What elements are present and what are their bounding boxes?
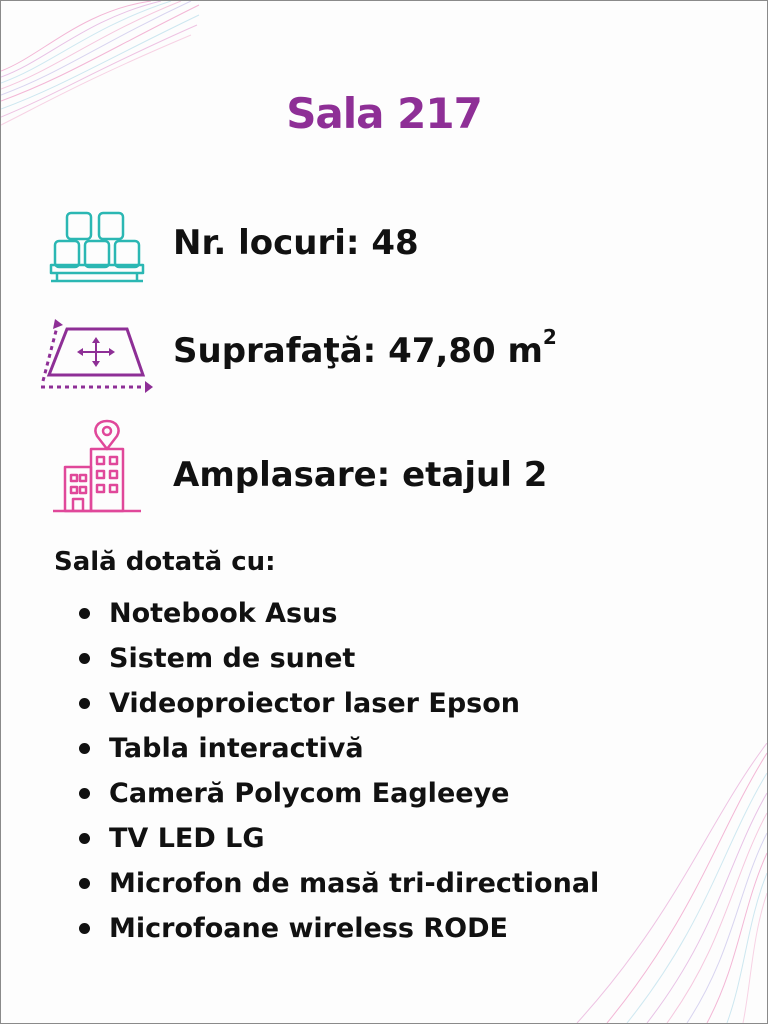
room-title: Sala 217 [286, 89, 482, 138]
area-unit-exponent: 2 [542, 325, 557, 349]
equipment-list [79, 591, 599, 951]
list-item: Microfon de masă tri-directional [79, 861, 599, 906]
theater-seats-icon [47, 209, 147, 285]
location-value: Amplasare: etajul 2 [173, 455, 548, 495]
list-item: Tabla interactivă [79, 726, 599, 771]
list-item: TV LED LG [79, 816, 599, 861]
building-location-icon [51, 419, 143, 517]
list-item: Videoproiector laser Epson [79, 681, 599, 726]
area-text: Suprafaţă: 47,80 m [173, 331, 543, 371]
list-item: Notebook Asus [79, 591, 599, 636]
equipment-heading: Sală dotată cu: [54, 547, 276, 577]
floor-area-icon [37, 313, 155, 393]
seats-count: Nr. locuri: 48 [173, 223, 419, 263]
seats-row [1, 201, 767, 291]
location-row [1, 417, 767, 507]
list-item: Sistem de sunet [79, 636, 599, 681]
list-item: Cameră Polycom Eagleeye [79, 771, 599, 816]
area-row [1, 309, 767, 399]
area-value [173, 325, 557, 371]
list-item: Microfoane wireless RODE [79, 906, 599, 951]
